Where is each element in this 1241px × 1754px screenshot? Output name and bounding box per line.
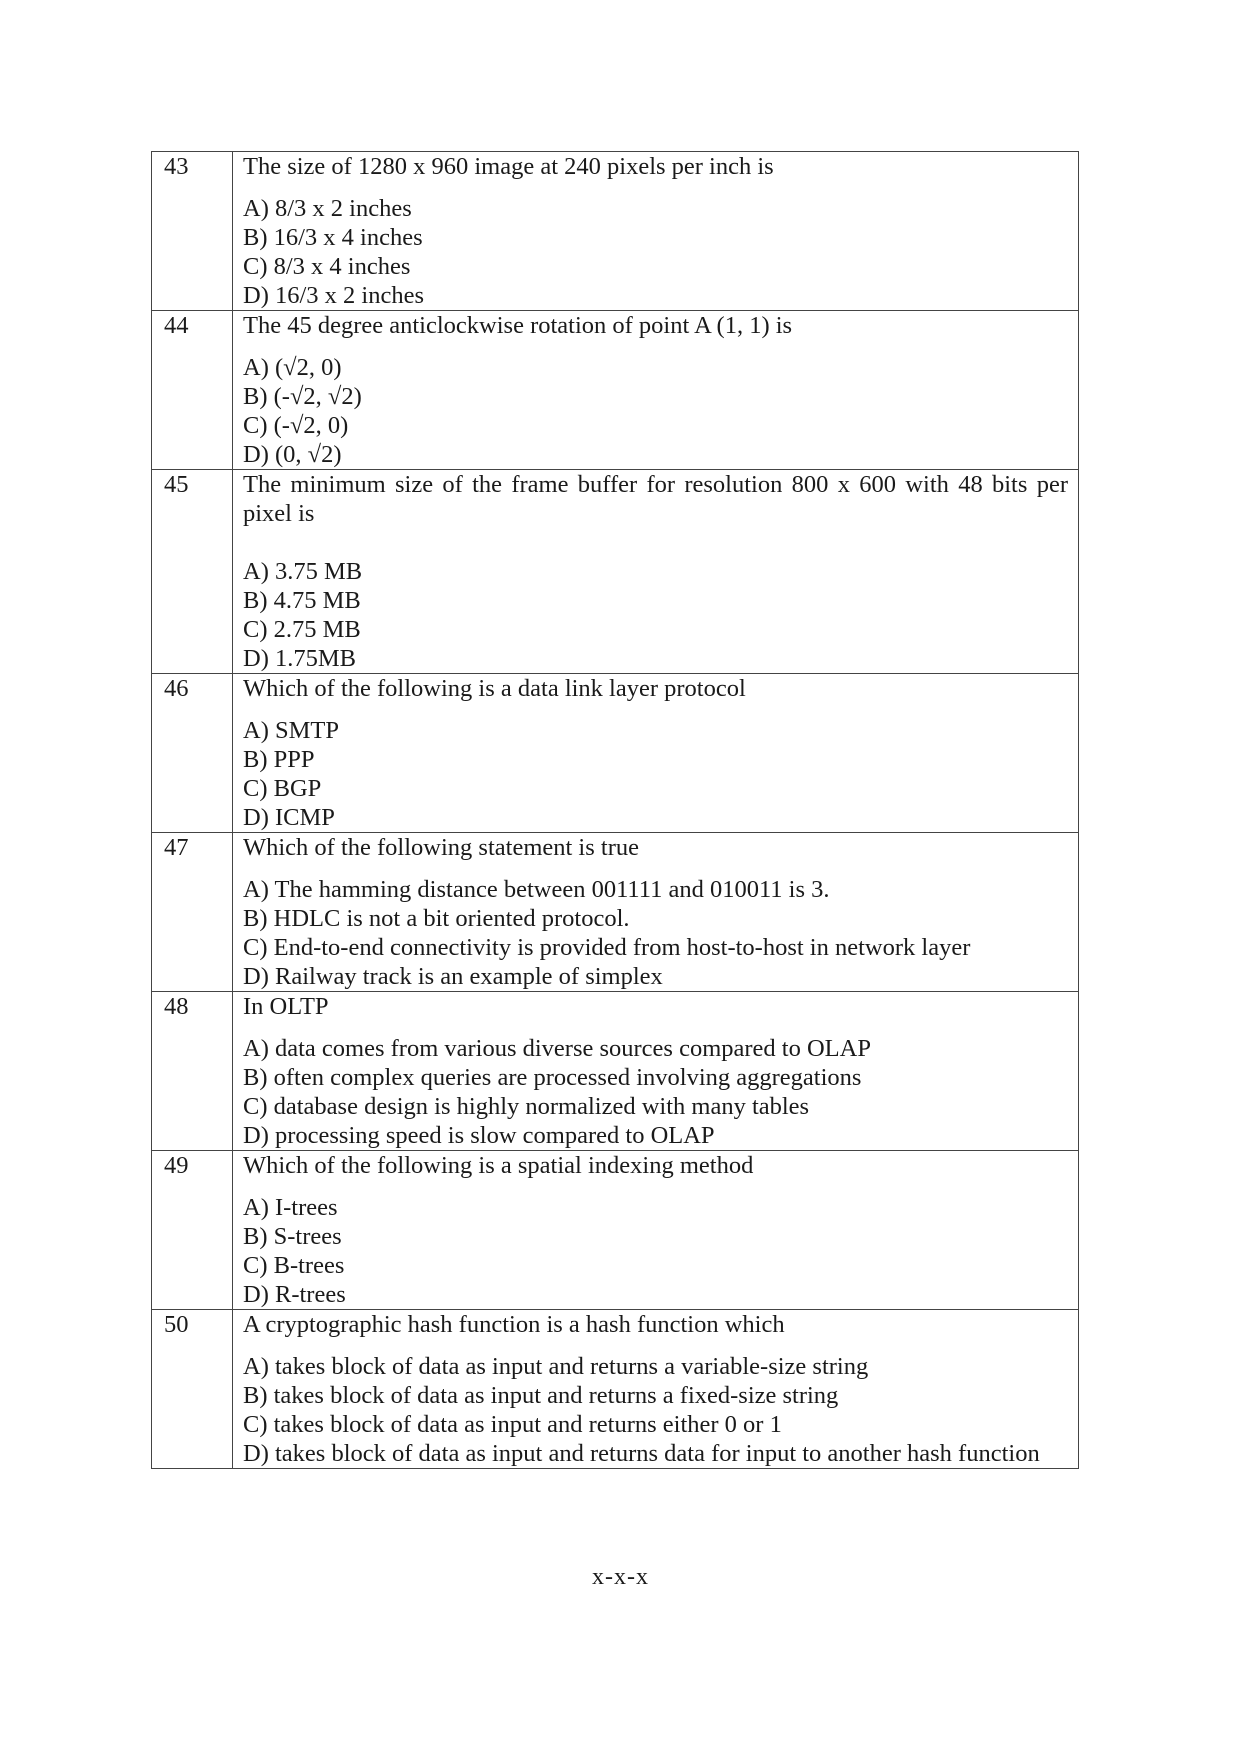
option-a: A) SMTP [243, 717, 339, 744]
option-list [243, 557, 1068, 673]
option-d: D) processing speed is slow compared to OLAP [243, 1122, 715, 1149]
option-c: C) (-√2, 0) [243, 412, 349, 439]
option-c: C) B-trees [243, 1252, 345, 1279]
question-number: 45 [152, 470, 233, 674]
option-c: C) BGP [243, 775, 322, 802]
question-text: Which of the following is a data link layer protocol [243, 675, 746, 702]
option-list [243, 716, 1068, 832]
option-list [243, 194, 1068, 310]
question-cell [233, 1151, 1079, 1310]
option-d: D) 1.75MB [243, 645, 356, 672]
option-list [243, 1352, 1068, 1468]
question-number: 44 [152, 311, 233, 470]
option-d: D) (0, √2) [243, 441, 342, 468]
question-number: 49 [152, 1151, 233, 1310]
question-cell [233, 992, 1079, 1151]
question-cell [233, 833, 1079, 992]
question-text: The size of 1280 x 960 image at 240 pixels per inch is [243, 153, 774, 180]
question-row [152, 992, 1079, 1151]
option-c: C) takes block of data as input and returns either 0 or 1 [243, 1411, 782, 1438]
question-cell [233, 1310, 1079, 1469]
option-a: A) (√2, 0) [243, 354, 342, 381]
option-a: A) takes block of data as input and returns a variable-size string [243, 1353, 869, 1380]
option-list [243, 353, 1068, 469]
option-list [243, 1193, 1068, 1309]
option-b: B) 16/3 x 4 inches [243, 224, 423, 251]
option-b: B) 4.75 MB [243, 587, 361, 614]
question-row [152, 1310, 1079, 1469]
option-c: C) database design is highly normalized with many tables [243, 1093, 810, 1120]
option-b: B) PPP [243, 746, 315, 773]
option-a: A) data comes from various diverse sources compared to OLAP [243, 1035, 871, 1062]
question-text: Which of the following is a spatial indexing method [243, 1152, 754, 1179]
question-text: The minimum size of the frame buffer for resolution 800 x 600 with 48 bits per pixel is [243, 471, 1068, 527]
option-b: B) (-√2, √2) [243, 383, 362, 410]
question-text: The 45 degree anticlockwise rotation of point A (1, 1) is [243, 312, 793, 339]
option-d: D) ICMP [243, 804, 335, 831]
option-a: A) 3.75 MB [243, 558, 363, 585]
option-c: C) 2.75 MB [243, 616, 361, 643]
option-d: D) R-trees [243, 1281, 346, 1308]
option-b: B) S-trees [243, 1223, 342, 1250]
question-row [152, 1151, 1079, 1310]
option-b: B) takes block of data as input and returns a fixed-size string [243, 1382, 839, 1409]
option-b: B) HDLC is not a bit oriented protocol. [243, 905, 630, 932]
option-list [243, 1034, 1068, 1150]
question-number: 48 [152, 992, 233, 1151]
question-number: 46 [152, 674, 233, 833]
page-footer: x-x-x [592, 1564, 649, 1590]
option-d: D) Railway track is an example of simplex [243, 963, 663, 990]
option-a: A) The hamming distance between 001111 and 010011 is 3. [243, 876, 830, 903]
question-cell [233, 470, 1079, 674]
option-b: B) often complex queries are processed involving aggregations [243, 1064, 862, 1091]
option-a: A) 8/3 x 2 inches [243, 195, 412, 222]
question-text: In OLTP [243, 993, 329, 1020]
option-c: C) End-to-end connectivity is provided from host-to-host in network layer [243, 934, 971, 961]
question-cell [233, 311, 1079, 470]
option-a: A) I-trees [243, 1194, 338, 1221]
option-d: D) takes block of data as input and returns data for input to another hash function [243, 1440, 1040, 1467]
question-number: 50 [152, 1310, 233, 1469]
question-number: 47 [152, 833, 233, 992]
question-table [151, 151, 1079, 1469]
question-text: A cryptographic hash function is a hash function which [243, 1311, 785, 1338]
question-row [152, 470, 1079, 674]
question-text: Which of the following statement is true [243, 834, 639, 861]
question-row [152, 833, 1079, 992]
question-row [152, 152, 1079, 311]
option-list [243, 875, 1068, 991]
question-cell [233, 152, 1079, 311]
question-number: 43 [152, 152, 233, 311]
option-d: D) 16/3 x 2 inches [243, 282, 424, 309]
question-row [152, 311, 1079, 470]
question-cell [233, 674, 1079, 833]
option-c: C) 8/3 x 4 inches [243, 253, 411, 280]
question-row [152, 674, 1079, 833]
